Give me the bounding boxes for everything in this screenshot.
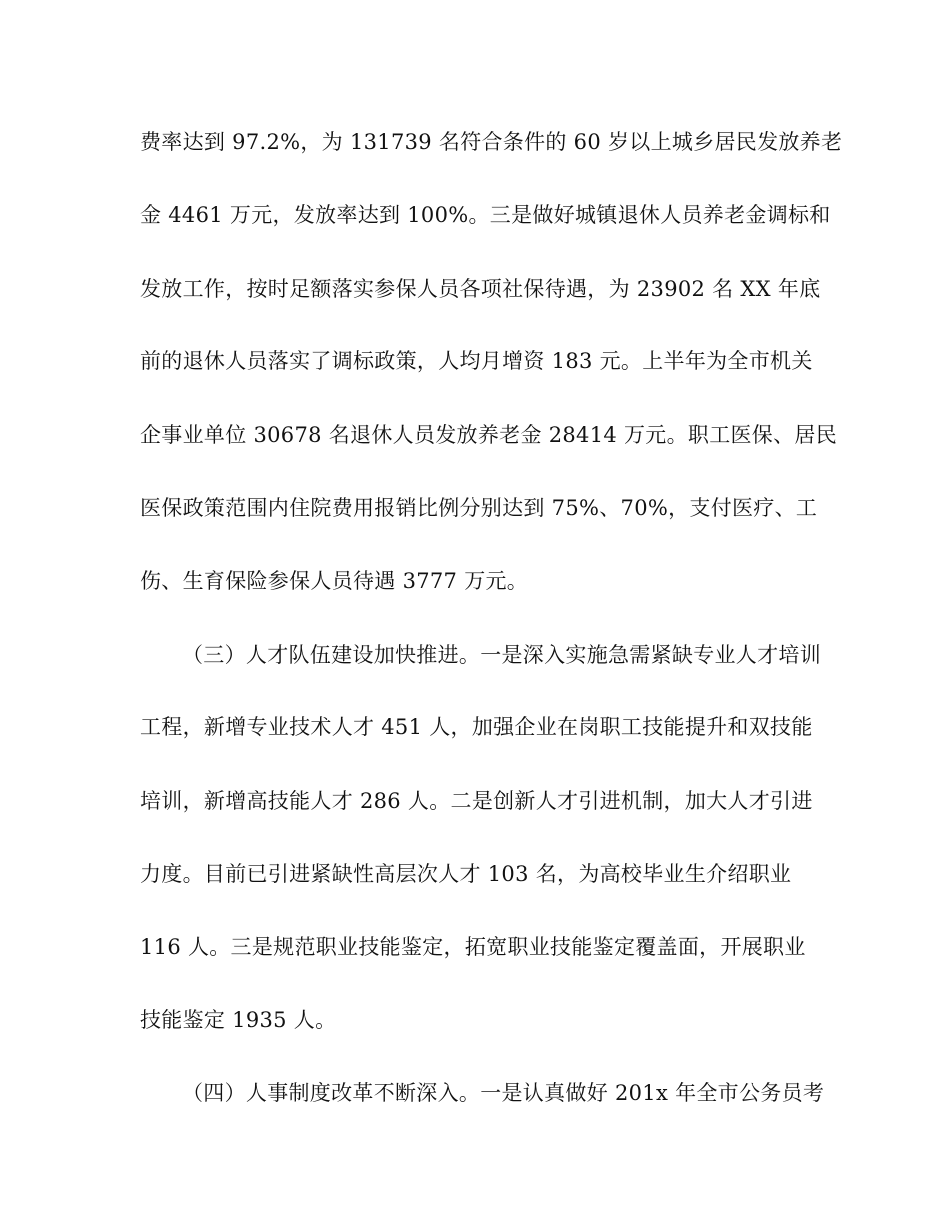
text-line: 伤、生育保险参保人员待遇 3777 万元。 (140, 569, 529, 593)
text-line: 费率达到 97.2%，为 131739 名符合条件的 60 岁以上城乡居民发放养老 (140, 130, 843, 154)
text-line: 培训，新增高技能人才 286 人。二是创新人才引进机制，加大人才引进 (140, 789, 813, 813)
text-line: 工程，新增专业技术人才 451 人，加强企业在岗职工技能提升和双技能 (140, 715, 813, 739)
text-line: 技能鉴定 1935 人。 (140, 1008, 337, 1032)
section-heading-line: （三）人才队伍建设加快推进。一是深入实施急需紧缺专业人才培训 (182, 643, 821, 667)
text-line: 企事业单位 30678 名退休人员发放养老金 28414 万元。职工医保、居民 (140, 423, 838, 447)
text-line: 力度。目前已引进紧缺性高层次人才 103 名，为高校毕业生介绍职业 (140, 862, 792, 886)
text-line: 金 4461 万元，发放率达到 100%。三是做好城镇退休人员养老金调标和 (140, 203, 831, 227)
text-line: 前的退休人员落实了调标政策，人均月增资 183 元。上半年为全市机关 (140, 349, 813, 373)
section-heading-line: （四）人事制度改革不断深入。一是认真做好 201x 年全市公务员考 (182, 1081, 825, 1105)
text-line: 医保政策范围内住院费用报销比例分别达到 75%、70%，支付医疗、工 (140, 496, 818, 520)
text-line: 发放工作，按时足额落实参保人员各项社保待遇，为 23902 名 XX 年底 (140, 277, 821, 301)
text-line: 116 人。三是规范职业技能鉴定，拓宽职业技能鉴定覆盖面，开展职业 (140, 935, 806, 959)
